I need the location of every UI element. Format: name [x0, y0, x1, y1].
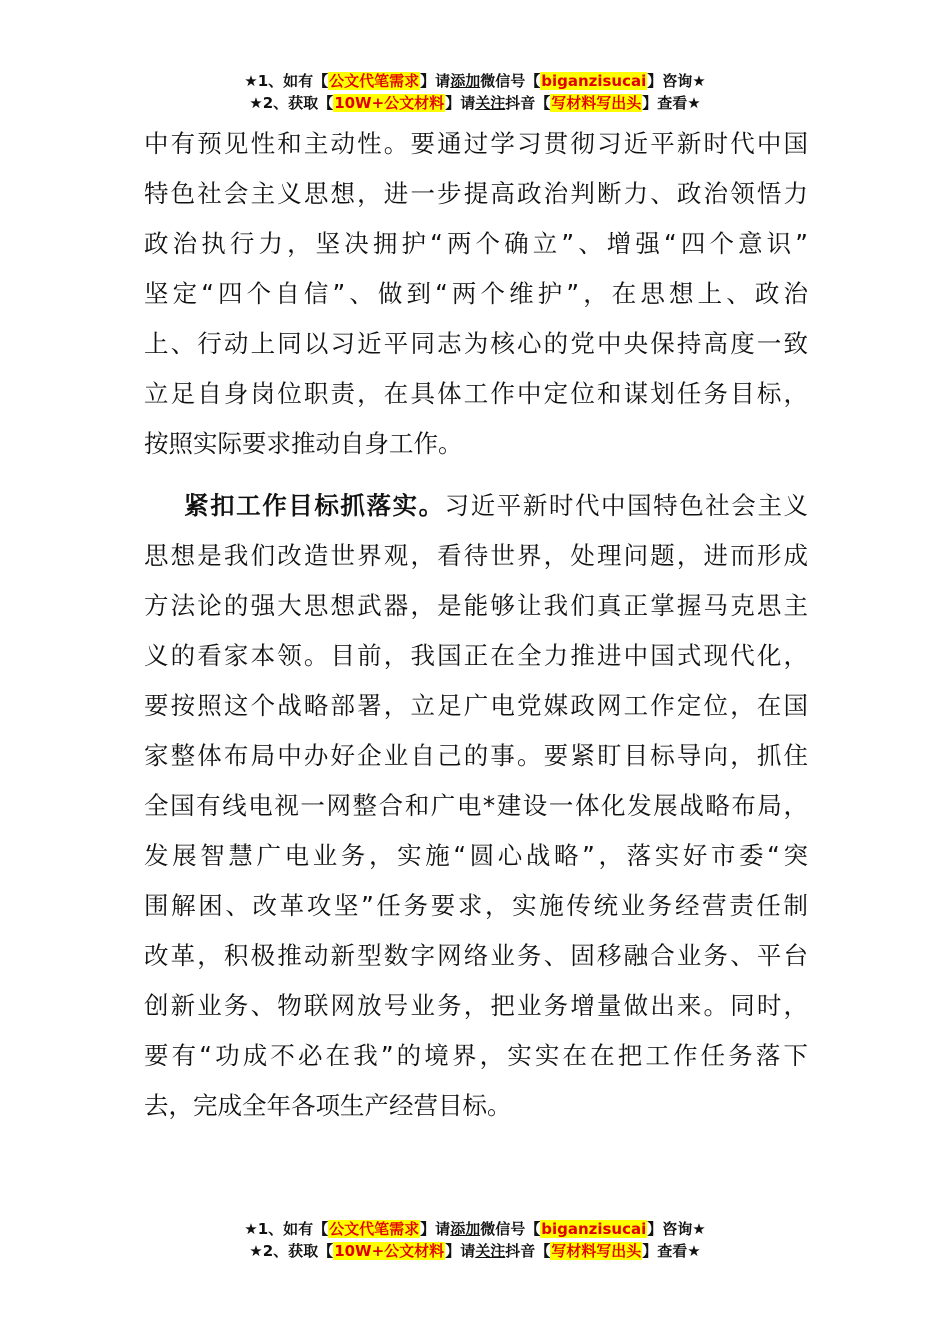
text-line: 要有“功成不必在我”的境界，实实在在把工作任务落下: [144, 1041, 808, 1070]
promo-text: 微信号【: [480, 72, 541, 90]
text-line: 创新业务、物联网放号业务，把业务增量做出来。同时，: [144, 991, 808, 1020]
header-promo: [0, 70, 950, 114]
text-line: 义的看家本领。目前，我国正在全力推进中国式现代化，: [144, 641, 808, 670]
promo-douyin-name: 写材料写出头: [551, 1242, 642, 1260]
promo-text: 抖音【: [505, 94, 551, 112]
text-line: 要按照这个战略部署，立足广电党媒政网工作定位，在国: [144, 691, 808, 720]
promo-highlight: 10W+公文材料: [334, 94, 445, 112]
promo-text: 】请: [420, 1220, 451, 1238]
promo-underlined: 添加: [450, 1220, 481, 1238]
paragraph-1: [144, 119, 808, 469]
text-line: 按照实际要求推动自身工作。: [144, 429, 463, 458]
promo-text: 抖音【: [505, 1242, 551, 1260]
promo-text: 】请: [445, 94, 476, 112]
text-line: 思想是我们改造世界观，看待世界，处理问题，进而形成: [144, 541, 808, 570]
promo-underlined: 关注: [475, 1242, 506, 1260]
paragraph-2: [144, 481, 808, 1131]
promo-douyin-name: 写材料写出头: [551, 94, 642, 112]
promo-text: 】咨询★: [647, 1220, 706, 1238]
text-line: 坚定“四个自信”、做到“两个维护”，在思想上、政治: [144, 279, 808, 308]
promo-text: 微信号【: [480, 1220, 541, 1238]
text-line: 立足自身岗位职责，在具体工作中定位和谋划任务目标，: [144, 379, 808, 408]
text-line: 发展智慧广电业务，实施“圆心战略”，落实好市委“突: [144, 841, 808, 870]
footer-promo-line-2: [0, 1240, 950, 1262]
text-line: 去，完成全年各项生产经营目标。: [144, 1091, 512, 1120]
promo-text: ★2、获取【: [249, 1242, 334, 1260]
text-line: 中有预见性和主动性。要通过学习贯彻习近平新时代中国: [144, 129, 808, 158]
document-body: [144, 119, 808, 1131]
header-promo-line-1: [0, 70, 950, 92]
promo-wechat-id: biganzisucai: [541, 1220, 647, 1238]
paragraph-heading: 紧扣工作目标抓落实。: [184, 491, 445, 520]
promo-text: ★1、如有【: [244, 1220, 329, 1238]
promo-highlight: 公文代笔需求: [329, 72, 420, 90]
promo-text: ★1、如有【: [244, 72, 329, 90]
promo-text: 】查看★: [642, 94, 701, 112]
text-run: 习近平新时代中国特色社会主义: [444, 491, 809, 520]
text-line: [144, 481, 808, 531]
promo-text: ★2、获取【: [249, 94, 334, 112]
promo-text: 】请: [420, 72, 451, 90]
promo-underlined: 关注: [475, 94, 506, 112]
promo-highlight: 公文代笔需求: [329, 1220, 420, 1238]
paragraph-gap: [144, 469, 808, 481]
text-line: 方法论的强大思想武器，是能够让我们真正掌握马克思主: [144, 591, 808, 620]
promo-underlined: 添加: [450, 72, 481, 90]
text-line: 家整体布局中办好企业自己的事。要紧盯目标导向，抓住: [144, 741, 808, 770]
text-line: 全国有线电视一网整合和广电*建设一体化发展战略布局，: [144, 791, 808, 820]
text-line: 围解困、改革攻坚”任务要求，实施传统业务经营责任制: [144, 891, 808, 920]
text-line: 上、行动上同以习近平同志为核心的党中央保持高度一致: [144, 329, 808, 358]
text-line: 特色社会主义思想，进一步提高政治判断力、政治领悟力: [144, 179, 808, 208]
promo-text: 】请: [445, 1242, 476, 1260]
text-line: 改革，积极推动新型数字网络业务、固移融合业务、平台: [144, 941, 808, 970]
promo-text: 】咨询★: [647, 72, 706, 90]
footer-promo-line-1: [0, 1218, 950, 1240]
promo-text: 】查看★: [642, 1242, 701, 1260]
text-line: 政治执行力，坚决拥护“两个确立”、增强“四个意识”: [144, 229, 808, 258]
promo-highlight: 10W+公文材料: [334, 1242, 445, 1260]
footer-promo: [0, 1218, 950, 1262]
header-promo-line-2: [0, 92, 950, 114]
promo-wechat-id: biganzisucai: [541, 72, 647, 90]
